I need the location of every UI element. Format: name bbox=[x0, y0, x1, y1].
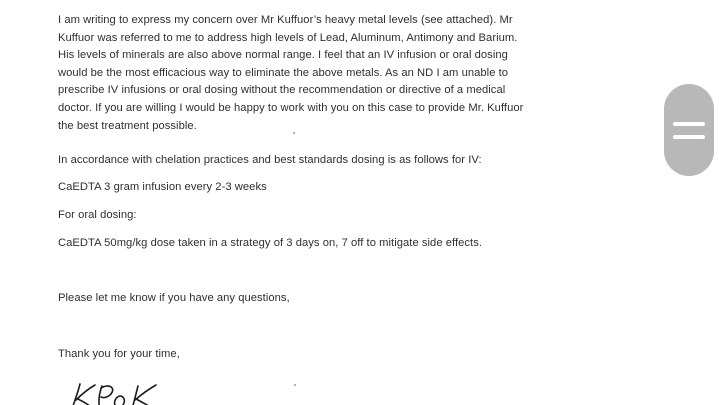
letter-intro-paragraph bbox=[58, 12, 523, 135]
oral-dosing-text: CaEDTA 50mg/kg dose taken in a strategy of 3 days on, 7 off to mitigate side effects. bbox=[58, 237, 483, 249]
intro-line: prescribe IV infusions or oral dosing without the recommendation or directive of a medical bbox=[58, 84, 506, 97]
handwritten-signature bbox=[66, 380, 176, 405]
scroll-handle[interactable] bbox=[664, 84, 714, 176]
scan-speck bbox=[294, 384, 296, 386]
intro-line: the best treatment possible. bbox=[58, 119, 197, 132]
scan-speck bbox=[293, 132, 295, 134]
questions-text: Please let me know if you have any questions, bbox=[58, 292, 290, 304]
intro-line: would be the most efficacious way to eliminate the above metals. As an ND I am unable to bbox=[58, 66, 509, 79]
intro-line: doctor. If you are willing I would be happy to work with you on this case to provide Mr. Kuffuor bbox=[58, 101, 524, 114]
drag-handle-icon bbox=[673, 122, 705, 126]
dosing-intro-text: In accordance with chelation practices and best standards dosing is as follows for IV: bbox=[58, 154, 482, 166]
closing-text: Thank you for your time, bbox=[58, 348, 180, 360]
oral-dosing-heading: For oral dosing: bbox=[58, 209, 137, 221]
intro-line: His levels of minerals are also above normal range. I feel that an IV infusion or oral dosing bbox=[58, 49, 508, 62]
iv-dosing-text: CaEDTA 3 gram infusion every 2-3 weeks bbox=[58, 181, 267, 193]
drag-handle-icon bbox=[673, 135, 705, 139]
intro-line: Kuffuor was referred to me to address high levels of Lead, Aluminum, Antimony and Barium. bbox=[58, 31, 518, 44]
intro-line: I am writing to express my concern over Mr Kuffuor’s heavy metal levels (see attached). Mr bbox=[58, 14, 513, 26]
